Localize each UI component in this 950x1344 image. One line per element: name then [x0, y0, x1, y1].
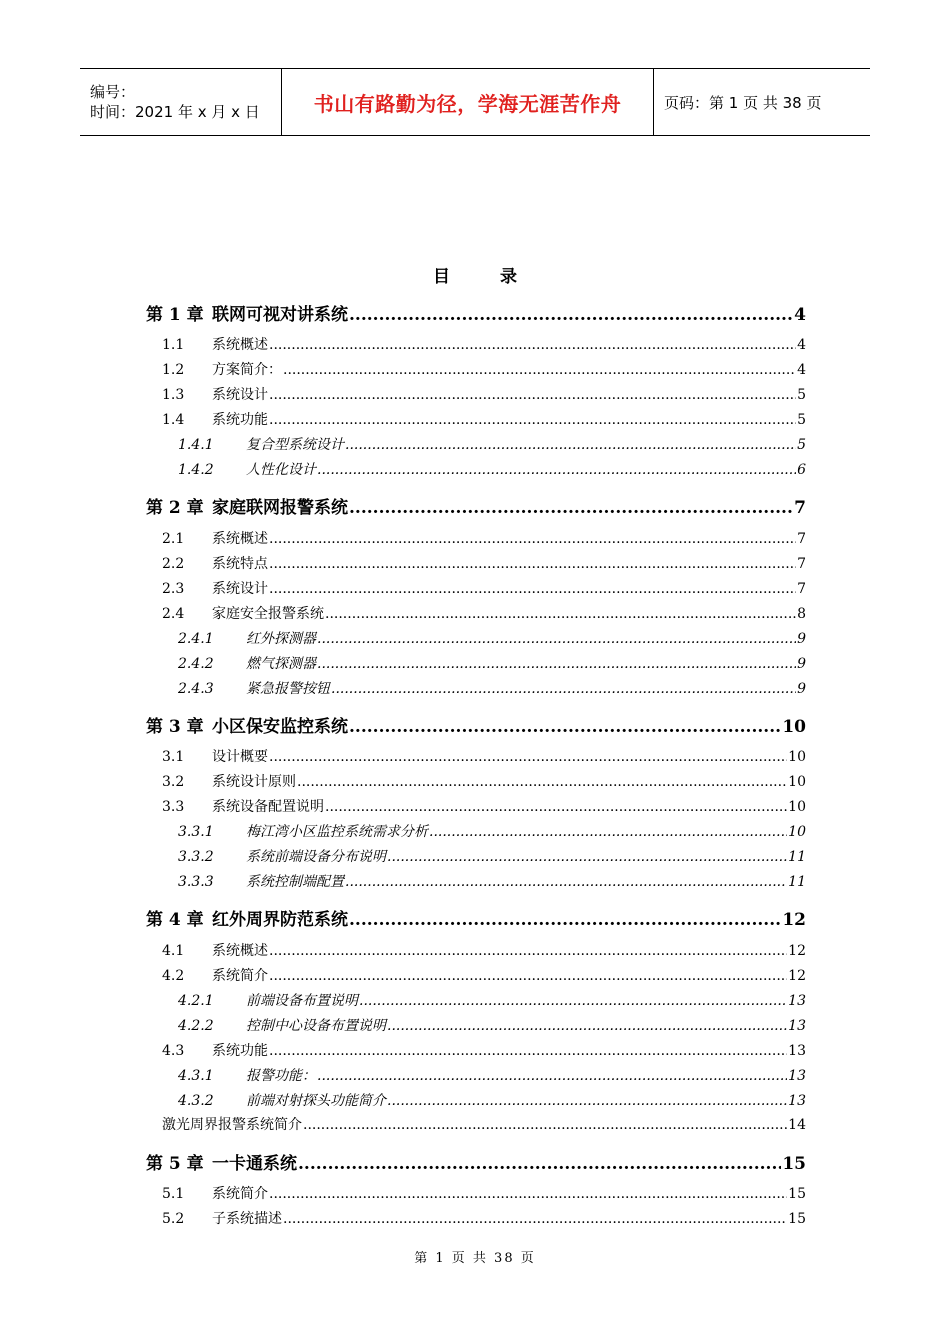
toc-entry-title: 系统简介 — [212, 968, 268, 984]
toc-dot-leader — [269, 387, 796, 403]
toc-title: 目 录 — [433, 267, 539, 287]
toc-dot-leader — [269, 943, 787, 959]
toc-entry-page: 4 — [794, 305, 806, 325]
toc-entry[interactable] — [162, 603, 806, 623]
toc-entry-page: 12 — [782, 910, 806, 930]
toc-entry[interactable] — [162, 384, 806, 404]
toc-entry-title: 小区保安监控系统 — [212, 717, 348, 737]
toc-entry-title: 前端对射探头功能简介 — [246, 1093, 386, 1109]
toc-entry-title: 复合型系统设计 — [246, 437, 344, 453]
toc-dot-leader — [331, 681, 796, 697]
toc-entry[interactable] — [178, 846, 806, 866]
toc-dot-leader — [387, 1018, 787, 1034]
toc-entry-number: 第 4 章 — [146, 910, 204, 930]
toc-entry-title: 前端设备布置说明 — [246, 993, 358, 1009]
toc-entry-title: 一卡通系统 — [212, 1154, 297, 1174]
toc-entry[interactable] — [162, 578, 806, 598]
toc-dot-leader — [269, 581, 796, 597]
toc-entry[interactable] — [162, 1208, 806, 1228]
toc-dot-leader — [317, 1068, 787, 1084]
toc-entry-number: 2.4 — [162, 606, 185, 622]
toc-dot-leader — [349, 910, 781, 930]
toc-dot-leader — [283, 1211, 787, 1227]
toc-entry-page: 11 — [788, 849, 806, 865]
toc-entry-number: 1.3 — [162, 387, 185, 403]
toc-entry-number: 3.1 — [162, 749, 185, 765]
toc-entry-number: 2.3 — [162, 581, 185, 597]
toc-entry-title: 系统控制端配置 — [246, 874, 344, 890]
toc-entry[interactable] — [162, 553, 806, 573]
toc-entry-number: 4.3.2 — [178, 1093, 214, 1109]
toc-entry-title: 系统设计 — [212, 581, 268, 597]
toc-entry-page: 11 — [788, 874, 806, 890]
toc-entry-page: 5 — [797, 437, 806, 453]
header-meta — [80, 69, 282, 135]
toc-entry-number: 3.2 — [162, 774, 185, 790]
document-date: 时间：2021 年 x 月 x 日 — [90, 103, 260, 121]
toc-entry-number: 1.4.1 — [178, 437, 214, 453]
toc-entry-page: 14 — [788, 1117, 806, 1133]
toc-entry-page: 10 — [788, 799, 806, 815]
toc-entry-number: 3.3.1 — [178, 824, 214, 840]
toc-entry-page: 13 — [788, 1018, 806, 1034]
toc-entry-number: 第 2 章 — [146, 498, 204, 518]
toc-dot-leader — [269, 749, 787, 765]
toc-dot-leader — [297, 774, 787, 790]
toc-entry-title: 系统概述 — [212, 531, 268, 547]
toc-dot-leader — [303, 1117, 787, 1133]
toc-entry-page: 15 — [782, 1154, 806, 1174]
toc-entry-number: 1.4 — [162, 412, 185, 428]
toc-entry-page: 8 — [797, 606, 806, 622]
toc-entry-title: 紧急报警按钮 — [246, 681, 330, 697]
toc-entry-number: 4.3 — [162, 1043, 185, 1059]
toc-entry-page: 12 — [788, 943, 806, 959]
toc-entry[interactable] — [162, 528, 806, 548]
toc-entry-title: 方案简介： — [212, 362, 282, 378]
toc-entry-number: 5.2 — [162, 1211, 185, 1227]
toc-entry[interactable] — [178, 871, 806, 891]
toc-entry[interactable] — [162, 409, 806, 429]
toc-entry[interactable] — [178, 653, 806, 673]
toc-entry-page: 10 — [788, 774, 806, 790]
motto-text: 书山有路勤为径，学海无涯苦作舟 — [313, 91, 622, 116]
toc-entry-page: 5 — [797, 387, 806, 403]
toc-entry-title: 子系统描述 — [212, 1211, 282, 1227]
toc-entry[interactable] — [178, 1015, 806, 1035]
toc-entry-number: 3.3 — [162, 799, 185, 815]
toc-entry-number: 2.4.2 — [178, 656, 214, 672]
toc-entry[interactable] — [162, 1040, 806, 1060]
toc-entry[interactable] — [162, 940, 806, 960]
toc-entry-title: 系统特点 — [212, 556, 268, 572]
toc-entry-number: 第 1 章 — [146, 305, 204, 325]
page-footer: 第 1 页 共 38 页 — [414, 1251, 536, 1266]
toc-dot-leader — [345, 874, 787, 890]
toc-entry-number: 2.1 — [162, 531, 185, 547]
toc-entry[interactable] — [178, 1065, 806, 1085]
toc-entry[interactable] — [146, 493, 806, 518]
toc-entry-number: 1.2 — [162, 362, 185, 378]
toc-entry-title: 燃气探测器 — [246, 656, 316, 672]
toc-entry-page: 6 — [797, 462, 806, 478]
toc-entry-page: 4 — [797, 362, 806, 378]
toc-entry-page: 13 — [788, 993, 806, 1009]
document-code-label: 编号： — [90, 83, 136, 101]
toc-entry-page: 7 — [797, 581, 806, 597]
toc-entry-page: 10 — [788, 749, 806, 765]
toc-dot-leader — [349, 498, 793, 518]
toc-dot-leader — [269, 531, 796, 547]
page-info-text: 页码：第 1 页 共 38 页 — [664, 93, 822, 112]
toc-entry-page: 13 — [788, 1093, 806, 1109]
document-header — [80, 68, 870, 136]
toc-entry-number: 4.2.2 — [178, 1018, 214, 1034]
toc-dot-leader — [317, 462, 796, 478]
header-page-info — [654, 69, 870, 135]
toc-entry[interactable] — [146, 712, 806, 737]
toc-entry-page: 9 — [797, 681, 806, 697]
toc-entry[interactable] — [162, 746, 806, 766]
toc-entry-title: 报警功能： — [246, 1068, 316, 1084]
toc-entry-title: 系统功能 — [212, 1043, 268, 1059]
toc-entry[interactable] — [178, 990, 806, 1010]
toc-dot-leader — [269, 337, 796, 353]
toc-dot-leader — [317, 631, 796, 647]
header-motto — [282, 69, 654, 135]
toc-entry-page: 7 — [797, 531, 806, 547]
toc-entry-title: 系统设备配置说明 — [212, 799, 324, 815]
toc-entry-title: 系统简介 — [212, 1186, 268, 1202]
toc-dot-leader — [317, 656, 796, 672]
toc-entry[interactable] — [162, 334, 806, 354]
toc-entry-title: 梅江湾小区监控系统需求分析 — [246, 824, 428, 840]
toc-entry[interactable] — [162, 965, 806, 985]
toc-entry-page: 10 — [788, 824, 806, 840]
toc-entry[interactable] — [178, 434, 806, 454]
toc-entry[interactable] — [146, 1149, 806, 1174]
toc-dot-leader — [269, 1186, 787, 1202]
toc-entry[interactable] — [178, 459, 806, 479]
toc-entry-number: 2.2 — [162, 556, 185, 572]
toc-entry[interactable] — [178, 821, 806, 841]
toc-entry-page: 9 — [797, 631, 806, 647]
toc-dot-leader — [345, 437, 796, 453]
toc-entry-number: 2.4.3 — [178, 681, 214, 697]
toc-entry-number: 第 5 章 — [146, 1154, 204, 1174]
toc-entry[interactable] — [162, 771, 806, 791]
toc-entry-number: 4.1 — [162, 943, 185, 959]
toc-entry-title: 系统概述 — [212, 337, 268, 353]
toc-entry-title: 系统设计 — [212, 387, 268, 403]
toc-dot-leader — [269, 556, 796, 572]
toc-dot-leader — [359, 993, 787, 1009]
toc-dot-leader — [349, 717, 781, 737]
toc-dot-leader — [387, 1093, 787, 1109]
toc-entry[interactable] — [178, 1090, 806, 1110]
toc-entry-page: 7 — [797, 556, 806, 572]
toc-dot-leader — [269, 1043, 787, 1059]
toc-entry-page: 15 — [788, 1211, 806, 1227]
toc-entry-page: 4 — [797, 337, 806, 353]
toc-entry-number: 2.4.1 — [178, 631, 214, 647]
toc-entry[interactable] — [178, 628, 806, 648]
toc-entry-number: 4.2.1 — [178, 993, 214, 1009]
toc-dot-leader — [269, 968, 787, 984]
toc-entry-title: 系统功能 — [212, 412, 268, 428]
toc-entry[interactable] — [162, 1183, 806, 1203]
toc-entry-page: 7 — [794, 498, 806, 518]
toc-entry-title: 系统概述 — [212, 943, 268, 959]
toc-entry-page: 10 — [782, 717, 806, 737]
toc-entry[interactable] — [178, 678, 806, 698]
toc-entry-title: 系统前端设备分布说明 — [246, 849, 386, 865]
toc-entry-page: 5 — [797, 412, 806, 428]
toc-entry-number: 3.3.2 — [178, 849, 214, 865]
toc-entry-page: 9 — [797, 656, 806, 672]
toc-dot-leader — [283, 362, 796, 378]
toc-entry-title: 设计概要 — [212, 749, 268, 765]
toc-dot-leader — [429, 824, 787, 840]
toc-entry-page: 13 — [788, 1068, 806, 1084]
toc-entry-page: 13 — [788, 1043, 806, 1059]
toc-entry-title: 红外探测器 — [246, 631, 316, 647]
toc-entry-title: 家庭联网报警系统 — [212, 498, 348, 518]
toc-dot-leader — [349, 305, 793, 325]
toc-entry-title: 联网可视对讲系统 — [212, 305, 348, 325]
toc-entry-number: 4.2 — [162, 968, 185, 984]
toc-entry[interactable] — [162, 796, 806, 816]
toc-entry-number: 第 3 章 — [146, 717, 204, 737]
toc-entry[interactable] — [162, 359, 806, 379]
toc-entry-number: 4.3.1 — [178, 1068, 214, 1084]
toc-entry-title: 红外周界防范系统 — [212, 910, 348, 930]
toc-entry[interactable] — [146, 300, 806, 325]
toc-entry-number: 5.1 — [162, 1186, 185, 1202]
toc-dot-leader — [298, 1154, 781, 1174]
toc-entry-number: 1.4.2 — [178, 462, 214, 478]
toc-dot-leader — [325, 799, 787, 815]
toc-entry-title: 家庭安全报警系统 — [212, 606, 324, 622]
toc-entry-page: 15 — [788, 1186, 806, 1202]
toc-dot-leader — [387, 849, 787, 865]
toc-dot-leader — [325, 606, 796, 622]
toc-entry-page: 12 — [788, 968, 806, 984]
toc-entry-title: 人性化设计 — [246, 462, 316, 478]
toc-entry[interactable] — [162, 1114, 806, 1134]
toc-entry-title: 控制中心设备布置说明 — [246, 1018, 386, 1034]
toc-entry-title: 激光周界报警系统简介 — [162, 1117, 302, 1133]
toc-dot-leader — [269, 412, 796, 428]
toc-entry-number: 1.1 — [162, 337, 185, 353]
toc-entry-number: 3.3.3 — [178, 874, 214, 890]
toc-entry[interactable] — [146, 905, 806, 930]
toc-entry-title: 系统设计原则 — [212, 774, 296, 790]
